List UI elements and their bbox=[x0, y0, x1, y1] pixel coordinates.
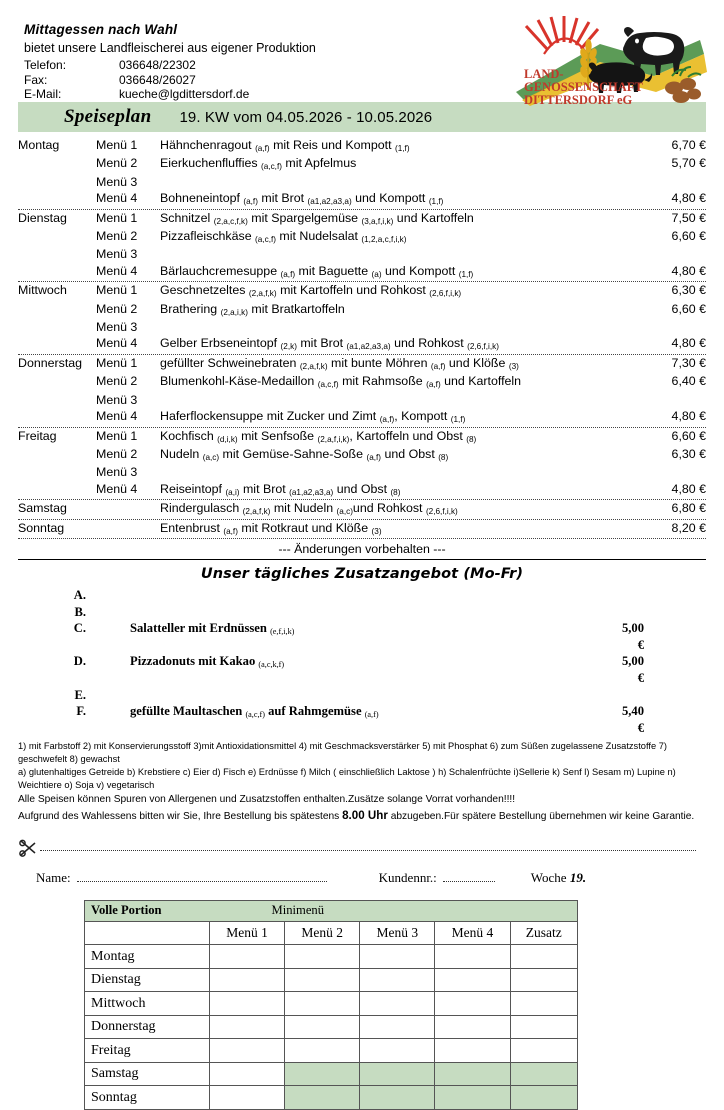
order-row-day: Mittwoch bbox=[85, 992, 210, 1016]
week-value: 19. bbox=[569, 869, 587, 885]
allergen-code: (a,f) bbox=[379, 415, 395, 425]
extra-price: 5,00 € bbox=[621, 654, 644, 685]
menu-row bbox=[18, 500, 706, 518]
menu-price: 6,30 € bbox=[671, 283, 706, 298]
banner-week: 19. KW vom 04.05.2026 - 10.05.2026 bbox=[179, 108, 433, 126]
order-cell[interactable] bbox=[285, 1039, 360, 1063]
menu-row bbox=[18, 137, 706, 155]
menu-row bbox=[18, 246, 706, 262]
menu-row bbox=[18, 408, 706, 426]
order-cell[interactable] bbox=[285, 968, 360, 992]
menu-description: Entenbrust $_{(a,f)}$ mit Rotkraut und Klöße $_{(3)}$ bbox=[160, 520, 382, 536]
legend-allergen-note: Alle Speisen können Spuren von Allergenen und Zusatzstoffen enthalten.Zusätze solange Vorrat vorhanden!!!! bbox=[18, 793, 516, 805]
allergen-code: (3) bbox=[371, 526, 382, 536]
allergen-code: (1,f) bbox=[458, 269, 474, 279]
banner-title: Speiseplan bbox=[64, 106, 152, 127]
order-cell[interactable] bbox=[435, 968, 510, 992]
allergen-code: (1,f) bbox=[428, 197, 444, 207]
allergen-code: (2,a,f,k) bbox=[299, 361, 328, 371]
allergen-code: (a,c,f) bbox=[317, 380, 339, 390]
order-cell[interactable] bbox=[210, 1086, 285, 1110]
menu-row bbox=[18, 319, 706, 335]
extra-letter: F. bbox=[76, 704, 86, 719]
menu-row bbox=[18, 446, 706, 464]
allergen-code: (a1,a2,a3,a) bbox=[346, 342, 391, 352]
menu-number-label: Menü 4 bbox=[96, 409, 138, 424]
page-title: Mittagessen nach Wahl bbox=[24, 22, 178, 37]
menu-number-label: Menü 2 bbox=[96, 156, 138, 171]
menu-number-label: Menü 3 bbox=[96, 465, 138, 480]
day-block bbox=[18, 520, 706, 539]
order-cell[interactable] bbox=[210, 1039, 285, 1063]
menu-price: 6,80 € bbox=[671, 501, 706, 516]
speiseplan-banner bbox=[18, 102, 706, 132]
allergen-code: (a,c,f) bbox=[261, 162, 282, 172]
legend-order-note bbox=[18, 809, 706, 824]
extra-letter: A. bbox=[73, 587, 86, 602]
extra-description bbox=[130, 587, 616, 604]
order-cell[interactable] bbox=[285, 992, 360, 1016]
menu-day-label: Sonntag bbox=[18, 520, 65, 535]
menu-price: 6,40 € bbox=[671, 374, 706, 389]
allergen-code: (d,i,k) bbox=[217, 434, 238, 444]
allergen-code: (2,a,f,k) bbox=[242, 507, 271, 517]
extra-row bbox=[18, 620, 706, 653]
menu-number-label: Menü 1 bbox=[96, 283, 138, 298]
day-block bbox=[18, 137, 706, 210]
contact-value-email[interactable]: kueche@lgdittersdorf.de bbox=[119, 87, 250, 101]
allergen-code: (3) bbox=[508, 361, 519, 371]
menu-price: 5,70 € bbox=[671, 156, 706, 171]
menu-description: Kochfisch $_{(d,i,k)}$ mit Senfsoße $_{(2,a,f,i,k)}$, Kartoffeln und Obst $_{(8)}$ bbox=[160, 428, 477, 444]
allergen-code: (8) bbox=[438, 452, 449, 462]
table-row bbox=[85, 1062, 578, 1086]
column-header-menü-4: Menü 4 bbox=[435, 921, 510, 945]
section-divider bbox=[18, 559, 706, 560]
order-cell[interactable] bbox=[360, 1039, 435, 1063]
allergen-code: (a,c,f) bbox=[245, 710, 265, 720]
extra-price: 5,40 € bbox=[621, 704, 644, 735]
menu-description: Eierkuchenfluffies $_{(a,c,f)}$ mit Apfelmus bbox=[160, 156, 357, 172]
order-cell[interactable] bbox=[510, 992, 577, 1016]
extra-letter: D. bbox=[73, 654, 86, 669]
allergen-code: (a,f) bbox=[364, 710, 379, 720]
allergen-code: (2,6,f,i,k) bbox=[425, 507, 458, 517]
menu-price: 4,80 € bbox=[671, 409, 706, 424]
order-cell[interactable] bbox=[360, 968, 435, 992]
logo-graphic bbox=[504, 14, 710, 106]
table-band-cell bbox=[85, 900, 578, 921]
contact-label-phone: Telefon: bbox=[24, 58, 67, 72]
order-cell[interactable] bbox=[510, 1015, 577, 1039]
menu-day-label: Donnerstag bbox=[18, 355, 83, 370]
table-row bbox=[85, 1086, 578, 1110]
name-label: Name: bbox=[36, 869, 71, 885]
menu-description: Reiseintopf $_{(a,i)}$ mit Brot $_{(a1,a2,a3,a)}$ und Obst $_{(8)}$ bbox=[160, 481, 401, 497]
menu-description: Geschnetzeltes $_{(2,a,f,k)}$ mit Kartoffeln und Rohkost $_{(2,6,f,i,k)}$ bbox=[160, 283, 462, 299]
contact-label-fax: Fax: bbox=[24, 72, 48, 87]
table-row bbox=[85, 992, 578, 1016]
column-header-menü-3: Menü 3 bbox=[360, 921, 435, 945]
day-block bbox=[18, 282, 706, 355]
menu-row bbox=[18, 228, 706, 246]
order-cell[interactable] bbox=[210, 1015, 285, 1039]
menu-price: 6,30 € bbox=[671, 446, 706, 461]
table-row bbox=[85, 945, 578, 969]
extras-list bbox=[18, 587, 706, 736]
extra-row bbox=[18, 587, 706, 604]
week-label: Woche bbox=[530, 869, 567, 885]
menu-price: 4,80 € bbox=[671, 336, 706, 351]
extra-description: Salatteller mit Erdnüssen $_{(e,f,i,k)}$ bbox=[130, 621, 295, 637]
order-note-pre: Aufgrund des Wahlessens bitten wir Sie, Ihre Bestellung bis spätestens bbox=[18, 810, 343, 822]
allergen-code: (3,a,f,i,k) bbox=[361, 216, 394, 226]
day-block bbox=[18, 428, 706, 501]
day-block bbox=[18, 500, 706, 519]
order-cell-disabled bbox=[435, 1086, 510, 1110]
menu-row bbox=[18, 174, 706, 190]
header-subtitle: bietet unsere Landfleischerei aus eigener Produktion bbox=[24, 41, 316, 55]
menu-description: Gelber Erbseneintopf $_{(2,k)}$ mit Brot $_{(a1,a2,a3,a)}$ und Rohkost $_{(2,6,f,i,k)}$ bbox=[160, 336, 499, 352]
menu-description: Hähnchenragout $_{(a,f)}$ mit Reis und Kompott $_{(1,f)}$ bbox=[160, 138, 410, 153]
menu-price: 7,50 € bbox=[671, 210, 706, 225]
allergen-code: (a,f) bbox=[243, 197, 258, 207]
menu-description: Haferflockensuppe mit Zucker und Zimt $_{(a,f)}$, Kompott $_{(1,f)}$ bbox=[160, 409, 466, 425]
daily-extras-section bbox=[18, 566, 706, 736]
column-header-day bbox=[85, 921, 210, 945]
order-cell[interactable] bbox=[360, 945, 435, 969]
menu-description: Bohneneintopf $_{(a,f)}$ mit Brot $_{(a1,a2,a3,a)}$ und Kompott $_{(1,f)}$ bbox=[160, 191, 444, 207]
menu-row bbox=[18, 301, 706, 319]
column-header-zusatz: Zusatz bbox=[510, 921, 577, 945]
menu-price: 4,80 € bbox=[671, 191, 706, 206]
allergen-code: (a,f) bbox=[426, 380, 441, 390]
order-row-day: Dienstag bbox=[85, 968, 210, 992]
menu-number-label: Menü 4 bbox=[96, 263, 138, 278]
extra-description bbox=[130, 604, 616, 621]
menu-number-label: Menü 2 bbox=[96, 301, 138, 316]
order-cell[interactable] bbox=[435, 1015, 510, 1039]
allergen-code: (1,f) bbox=[450, 415, 466, 425]
allergen-code: (a,c) bbox=[202, 452, 220, 462]
order-cell[interactable] bbox=[285, 945, 360, 969]
menu-row bbox=[18, 373, 706, 391]
order-deadline-time: 8.00 Uhr bbox=[342, 808, 388, 822]
allergen-code: (8) bbox=[466, 434, 477, 444]
order-row-day: Donnerstag bbox=[85, 1015, 210, 1039]
extra-description bbox=[130, 687, 616, 704]
order-cell[interactable] bbox=[510, 945, 577, 969]
menu-price: 7,30 € bbox=[671, 355, 706, 370]
table-header-row bbox=[85, 921, 578, 945]
changes-note: --- Änderungen vorbehalten --- bbox=[278, 541, 446, 556]
allergen-code: (a) bbox=[371, 269, 382, 279]
menu-price: 4,80 € bbox=[671, 481, 706, 496]
allergen-code: (a1,a2,a3,a) bbox=[307, 197, 352, 207]
order-cell-disabled bbox=[285, 1062, 360, 1086]
menu-description: Schnitzel $_{(2,a,c,f,k)}$ mit Spargelgemüse $_{(3,a,f,i,k)}$ und Kartoffeln bbox=[160, 210, 474, 226]
menu-number-label: Menü 3 bbox=[96, 174, 138, 189]
menu-row bbox=[18, 282, 706, 300]
order-cell[interactable] bbox=[360, 992, 435, 1016]
allergen-code: (a,f) bbox=[430, 361, 446, 371]
menu-description: Bärlauchcremesuppe $_{(a,f)}$ mit Baguette $_{(a)}$ und Kompott $_{(1,f)}$ bbox=[160, 263, 474, 279]
extra-description: gefüllte Maultaschen $_{(a,c,f)}$ auf Rahmgemüse $_{(a,f)}$ bbox=[130, 704, 379, 720]
menu-row bbox=[18, 464, 706, 480]
band-label-mini-menu: Minimenü bbox=[271, 903, 325, 918]
allergen-code: (1,f) bbox=[394, 144, 410, 153]
menu-number-label: Menü 2 bbox=[96, 374, 138, 389]
menu-description: Rindergulasch $_{(2,a,f,k)}$ mit Nudeln $_{(a,c)}$und Rohkost $_{(2,6,f,i,k)}$ bbox=[160, 501, 458, 517]
menu-number-label: Menü 1 bbox=[96, 138, 138, 152]
week-label-wrap bbox=[531, 870, 586, 886]
column-header-menü-1: Menü 1 bbox=[210, 921, 285, 945]
extra-row bbox=[18, 653, 706, 686]
order-row-day: Samstag bbox=[85, 1062, 210, 1086]
extra-row bbox=[18, 687, 706, 704]
order-cell[interactable] bbox=[510, 968, 577, 992]
allergen-code: (2,6,f,i,k) bbox=[467, 342, 499, 352]
menu-number-label: Menü 4 bbox=[96, 191, 138, 206]
allergen-code: (a,f) bbox=[255, 144, 270, 153]
menu-day-label: Freitag bbox=[18, 428, 57, 443]
menu-description: Pizzafleischkäse $_{(a,c,f)}$ mit Nudelsalat $_{(1,2,a,c,f,i,k)}$ bbox=[160, 229, 407, 245]
order-cell[interactable] bbox=[510, 1039, 577, 1063]
cut-dotted-line bbox=[40, 850, 696, 851]
contact-label-email: E-Mail: bbox=[24, 87, 62, 101]
menu-day-label: Mittwoch bbox=[18, 283, 67, 298]
menu-number-label: Menü 3 bbox=[96, 320, 138, 335]
column-header-menü-2: Menü 2 bbox=[285, 921, 360, 945]
allergen-code: (2,a,f,i,k) bbox=[317, 434, 350, 444]
allergen-code: (2,k) bbox=[280, 342, 297, 352]
menu-number-label: Menü 3 bbox=[96, 392, 138, 407]
day-block bbox=[18, 355, 706, 428]
menu-row bbox=[18, 355, 706, 373]
allergen-code: (a,f) bbox=[366, 452, 382, 462]
contact-value-fax: 036648/26027 bbox=[119, 72, 196, 87]
extra-letter: E. bbox=[74, 687, 86, 702]
menu-day-label: Montag bbox=[18, 138, 60, 152]
logo-line-1: LAND- bbox=[524, 67, 564, 81]
allergen-code: (a,f) bbox=[223, 526, 238, 536]
menu-number-label: Menü 2 bbox=[96, 229, 138, 244]
menu-description: Nudeln $_{(a,c)}$ mit Gemüse-Sahne-Soße $_{(a,f)}$ und Obst $_{(8)}$ bbox=[160, 446, 449, 462]
table-row bbox=[85, 1015, 578, 1039]
menu-price: 8,20 € bbox=[671, 520, 706, 535]
document-header bbox=[0, 0, 724, 106]
extra-description: Pizzadonuts mit Kakao $_{(a,c,k,f)}$ bbox=[130, 654, 285, 670]
menu-price: 6,70 € bbox=[671, 138, 706, 152]
menu-price: 6,60 € bbox=[671, 428, 706, 443]
extra-row bbox=[18, 703, 706, 736]
allergen-code: (2,a,f,k) bbox=[248, 289, 277, 299]
order-cell-disabled bbox=[360, 1062, 435, 1086]
order-cell[interactable] bbox=[285, 1015, 360, 1039]
order-cell[interactable] bbox=[435, 992, 510, 1016]
legend-letters: a) glutenhaltiges Getreide b) Krebstiere c) Eier d) Fisch e) Erdnüsse f) Milch ( einschließlich Laktose ) h) Schalenfrüchte i)Sellerie k) Senf l) Sesam m) Lupine n) Weichtiere o) Soja v) vegetarisch bbox=[18, 767, 676, 790]
allergen-code: (a,c) bbox=[336, 507, 353, 517]
extra-letter: C. bbox=[73, 621, 86, 636]
allergen-code: (2,a,c,f,k) bbox=[213, 216, 248, 226]
allergen-code: (2,6,f,i,k) bbox=[429, 289, 462, 299]
order-cell-disabled bbox=[285, 1086, 360, 1110]
order-cell-disabled bbox=[510, 1062, 577, 1086]
legend-numbers: 1) mit Farbstoff 2) mit Konservierungsstoff 3)mit Antioxidationsmittel 4) mit Geschmacksverstärker 5) mit Phosphat 6) zum Süßen zugelassene Zusatzstoffe 7) geschwefelt 8) gewachst bbox=[18, 741, 667, 764]
extra-price: 5,00 € bbox=[621, 621, 644, 652]
table-row bbox=[85, 968, 578, 992]
allergen-code: (2,a,i,k) bbox=[220, 307, 248, 317]
menu-price: 6,60 € bbox=[671, 229, 706, 244]
menu-number-label: Menü 1 bbox=[96, 355, 138, 370]
allergen-code: (e,f,i,k) bbox=[270, 627, 295, 637]
band-label-full-portion: Volle Portion bbox=[91, 903, 162, 918]
extra-row bbox=[18, 604, 706, 621]
contact-value-phone: 036648/22302 bbox=[119, 58, 196, 72]
order-row-day: Montag bbox=[85, 945, 210, 969]
allergen-code: (1,2,a,c,f,i,k) bbox=[361, 235, 407, 245]
menu-row bbox=[18, 428, 706, 446]
menu-price: 6,60 € bbox=[671, 301, 706, 316]
menu-row bbox=[18, 335, 706, 353]
order-cell[interactable] bbox=[435, 945, 510, 969]
company-logo bbox=[504, 14, 710, 106]
logo-line-3: DITTERSDORF eG bbox=[524, 93, 633, 106]
cut-here-line bbox=[18, 840, 706, 862]
menu-row bbox=[18, 392, 706, 408]
menu-row bbox=[18, 481, 706, 499]
order-cell[interactable] bbox=[210, 992, 285, 1016]
menu-row bbox=[18, 263, 706, 281]
order-cell[interactable] bbox=[210, 968, 285, 992]
menu-number-label: Menü 4 bbox=[96, 481, 138, 496]
scissors-icon bbox=[18, 838, 40, 865]
day-block bbox=[18, 210, 706, 283]
allergen-code: (a,i) bbox=[225, 487, 240, 497]
order-form-header bbox=[18, 870, 706, 886]
menu-row bbox=[18, 210, 706, 228]
menu-description: Brathering $_{(2,a,i,k)}$ mit Bratkartoffeln bbox=[160, 301, 345, 317]
menu-price: 4,80 € bbox=[671, 263, 706, 278]
order-cell[interactable] bbox=[435, 1039, 510, 1063]
order-cell[interactable] bbox=[210, 945, 285, 969]
order-note-post: abzugeben.Für spätere Bestellung übernehmen wir keine Garantie. bbox=[387, 810, 695, 822]
logo-line-2: GENOSSENSCHAFT bbox=[524, 80, 643, 94]
name-input[interactable] bbox=[77, 872, 327, 882]
allergen-code: (a,f) bbox=[280, 269, 296, 279]
menu-description: Blumenkohl-Käse-Medaillon $_{(a,c,f)}$ mit Rahmsoße $_{(a,f)}$ und Kartoffeln bbox=[160, 374, 522, 390]
menu-number-label: Menü 4 bbox=[96, 336, 138, 351]
extra-letter: B. bbox=[74, 604, 86, 619]
extra-price bbox=[616, 604, 706, 621]
menu-day-label: Dienstag bbox=[18, 210, 67, 225]
table-band-row bbox=[85, 900, 578, 921]
menu-number-label: Menü 2 bbox=[96, 446, 138, 461]
menu-row bbox=[18, 155, 706, 173]
menu-day-label: Samstag bbox=[18, 501, 67, 516]
table-row bbox=[85, 1039, 578, 1063]
extras-title: Unser tägliches Zusatzangebot (Mo-Fr) bbox=[200, 565, 524, 582]
menu-number-label: Menü 1 bbox=[96, 428, 138, 443]
allergen-code: (a,c,f) bbox=[255, 235, 276, 245]
menu-description: gefüllter Schweinebraten $_{(2,a,f,k)}$ mit bunte Möhren $_{(a,f)}$ und Klöße $_{(3)}$ bbox=[160, 355, 519, 371]
order-row-day: Freitag bbox=[85, 1039, 210, 1063]
allergen-code: (a1,a2,a3,a) bbox=[289, 487, 334, 497]
menu-number-label: Menü 3 bbox=[96, 247, 138, 262]
weekly-menu-plan bbox=[18, 137, 706, 539]
order-row-day: Sonntag bbox=[85, 1086, 210, 1110]
menu-row bbox=[18, 520, 706, 538]
order-cell-disabled bbox=[360, 1086, 435, 1110]
menu-row bbox=[18, 190, 706, 208]
order-cell[interactable] bbox=[210, 1062, 285, 1086]
allergen-legend bbox=[18, 740, 706, 824]
customer-number-input[interactable] bbox=[443, 872, 495, 882]
order-cell-disabled bbox=[510, 1086, 577, 1110]
order-cell-disabled bbox=[435, 1062, 510, 1086]
order-table[interactable] bbox=[84, 900, 578, 1110]
order-cell[interactable] bbox=[360, 1015, 435, 1039]
extra-price bbox=[616, 687, 706, 704]
menu-number-label: Menü 1 bbox=[96, 210, 138, 225]
allergen-code: (8) bbox=[390, 487, 401, 497]
allergen-code: (a,c,k,f) bbox=[258, 660, 285, 670]
customer-number-label: Kundennr.: bbox=[378, 869, 437, 885]
extra-price bbox=[616, 587, 706, 604]
